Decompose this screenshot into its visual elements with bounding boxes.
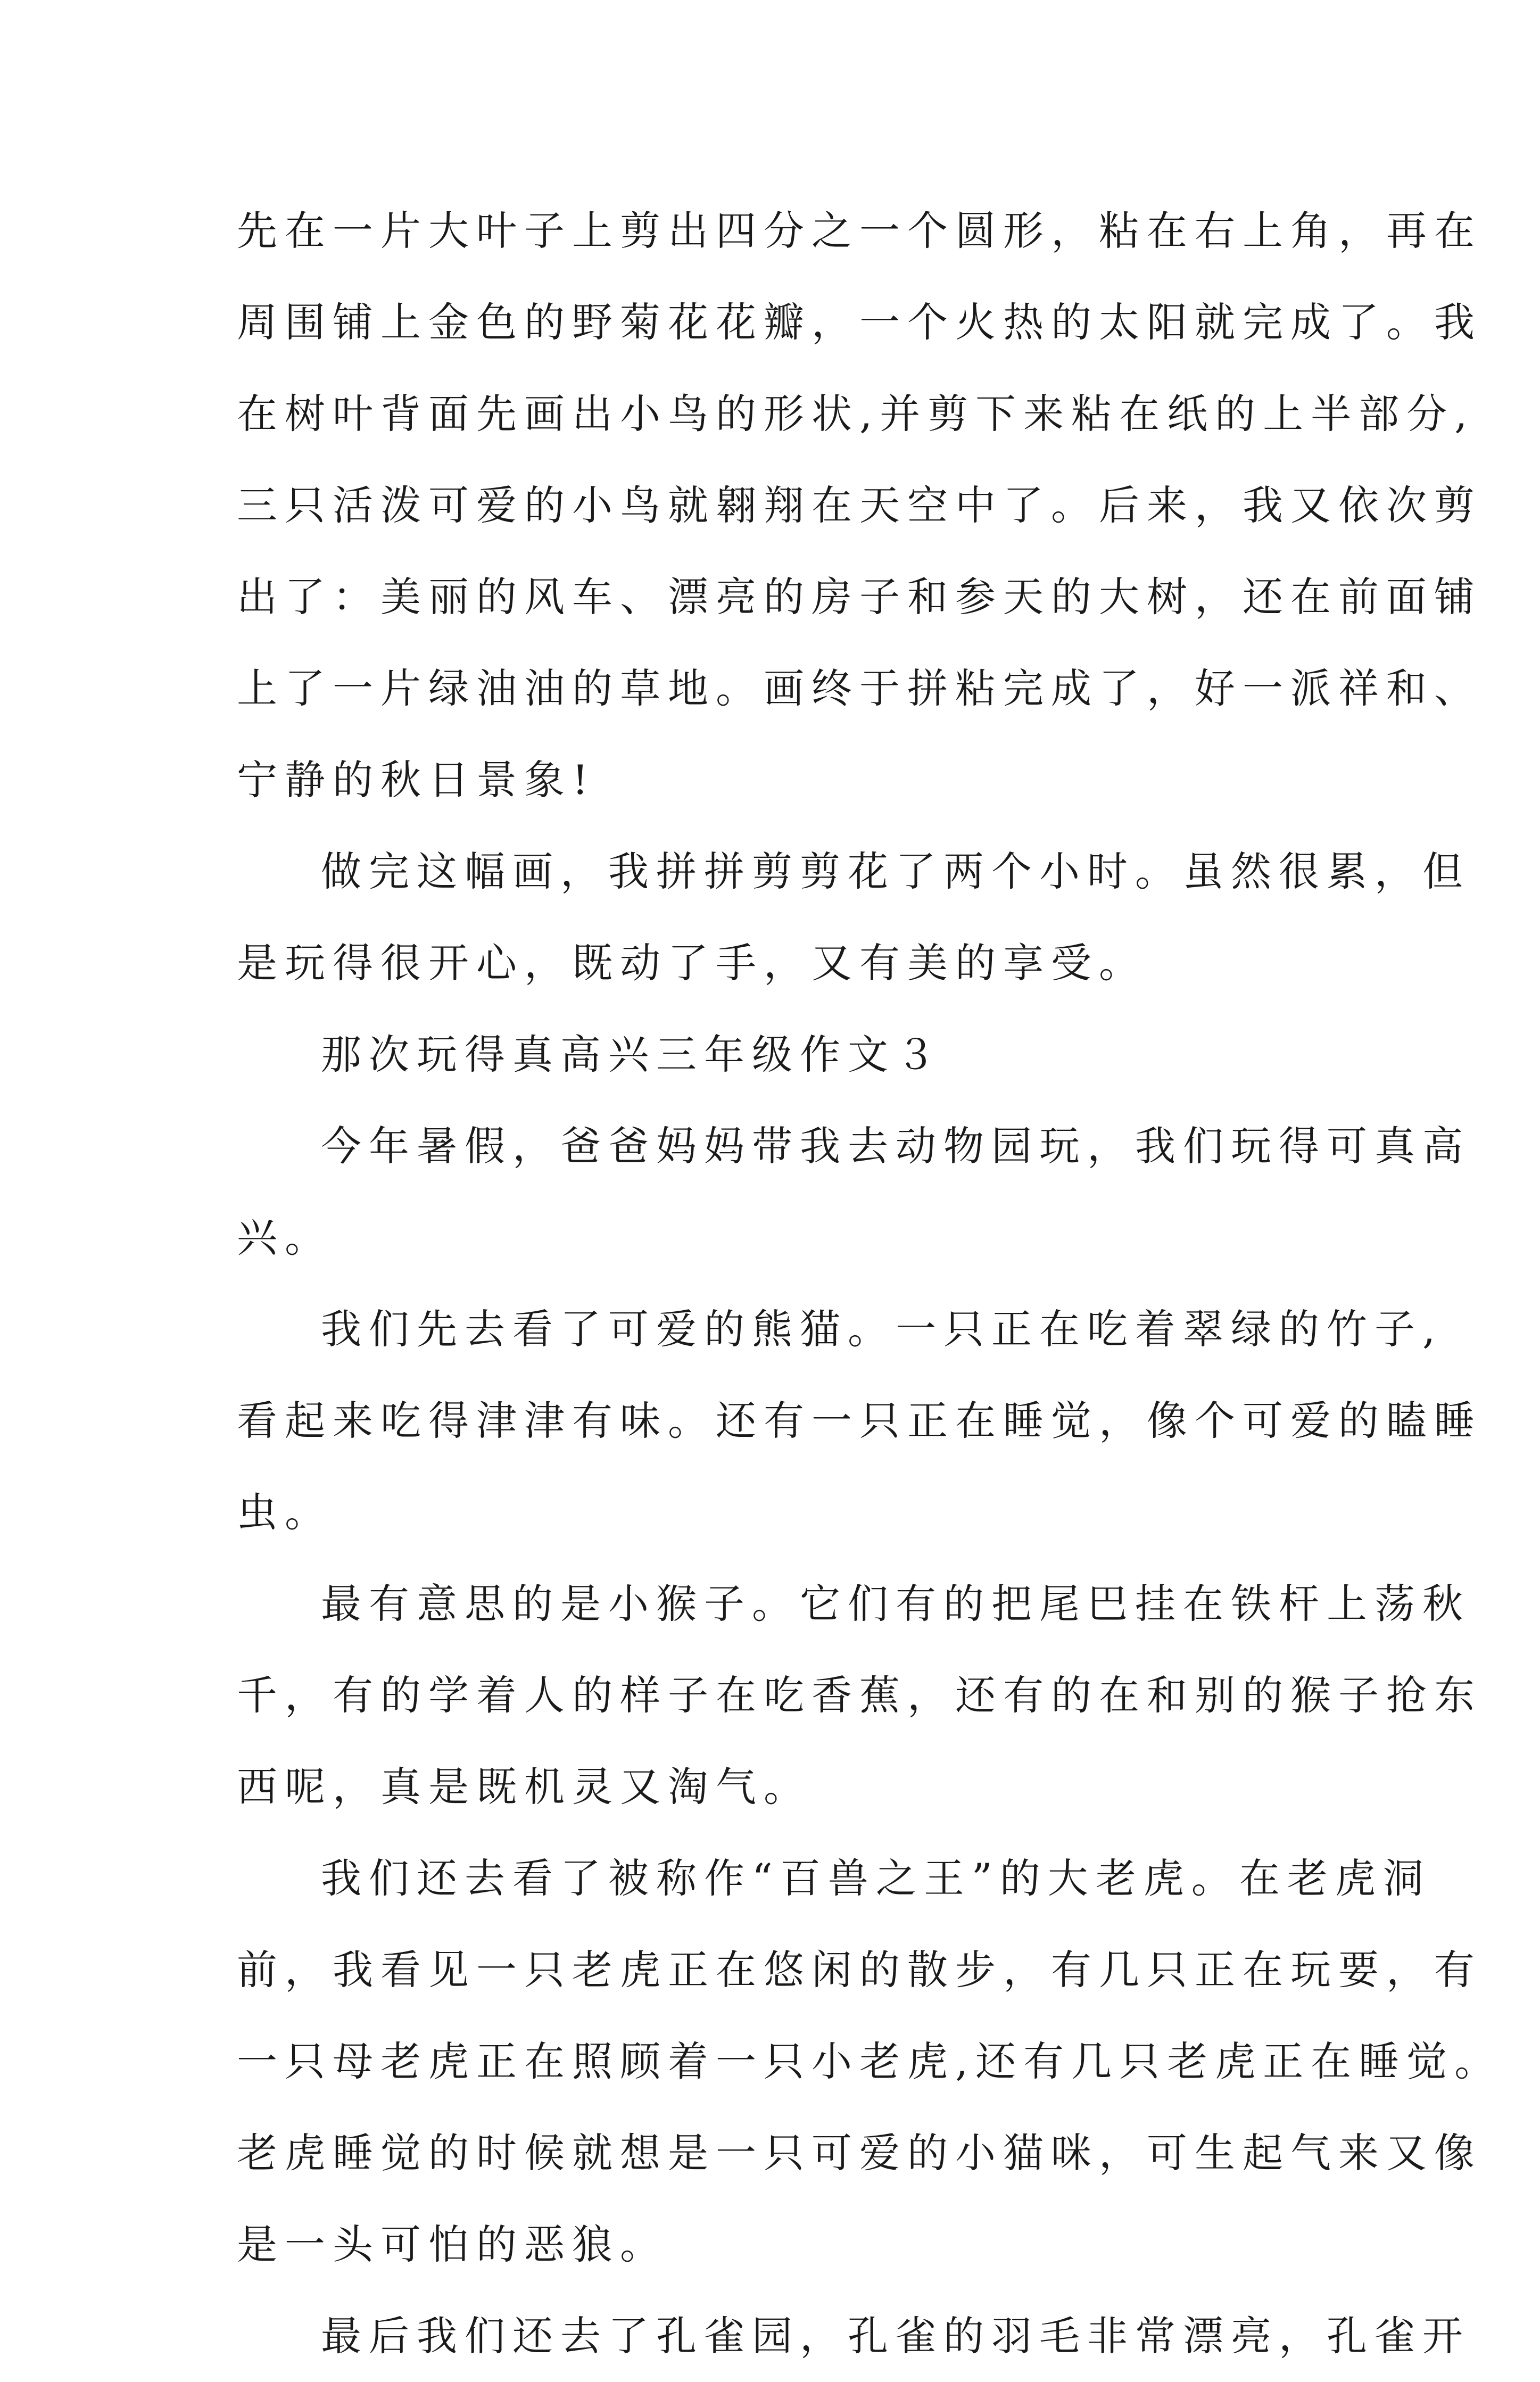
text-line: 上了一片绿油油的草地。画终于拼粘完成了，好一派祥和、: [237, 665, 1482, 712]
text-line: 先在一片大叶子上剪出四分之一个圆形，粘在右上角，再在: [237, 207, 1482, 254]
text-line: 宁静的秋日景象!: [237, 756, 596, 804]
text-line: 是玩得很开心，既动了手，又有美的享受。: [237, 939, 1147, 987]
paragraph-start-line: 今年暑假，爸爸妈妈带我去动物园玩，我们玩得可真高: [321, 1122, 1470, 1170]
text-line: 看起来吃得津津有味。还有一只正在睡觉，像个可爱的瞌睡: [237, 1397, 1482, 1444]
text-line: 一只母老虎正在照顾着一只小老虎,还有几只老虎正在睡觉。: [237, 2038, 1503, 2085]
text-line: 千，有的学着人的样子在吃香蕉，还有的在和别的猴子抢东: [237, 1672, 1482, 1719]
text-line: 虫。: [237, 1488, 333, 1536]
paragraph-start-line: 我们还去看了被称作“百兽之王”的大老虎。在老虎洞: [321, 1855, 1431, 1902]
text-line: 兴。: [237, 1214, 333, 1261]
paragraph-start-line: 最有意思的是小猴子。它们有的把尾巴挂在铁杆上荡秋: [321, 1580, 1470, 1627]
body-text: [237, 185, 1503, 2382]
text-line: 是一头可怕的恶狼。: [237, 2221, 668, 2268]
paragraph-start-line: 我们先去看了可爱的熊猫。一只正在吃着翠绿的竹子,: [321, 1305, 1443, 1353]
section-heading: 那次玩得真高兴三年级作文３: [321, 1031, 943, 1078]
text-line: 前，我看见一只老虎正在悠闲的散步，有几只正在玩要，有: [237, 1946, 1482, 1994]
text-line: 在树叶背面先画出小鸟的形状,并剪下来粘在纸的上半部分,: [237, 390, 1475, 437]
text-line: 三只活泼可爱的小鸟就翱翔在天空中了。后来，我又依次剪: [237, 482, 1482, 529]
paragraph-start-line: 最后我们还去了孔雀园，孔雀的羽毛非常漂亮，孔雀开: [321, 2312, 1470, 2360]
text-line: 西呢，真是既机灵又淘气。: [237, 1763, 812, 1810]
paragraph-start-line: 做完这幅画，我拼拼剪剪花了两个小时。虽然很累，但: [321, 848, 1470, 895]
text-line: 老虎睡觉的时候就想是一只可爱的小猫咪，可生起气来又像: [237, 2129, 1482, 2177]
text-line: 周围铺上金色的野菊花花瓣，一个火热的太阳就完成了。我: [237, 299, 1482, 346]
text-line: 出了：美丽的风车、漂亮的房子和参天的大树，还在前面铺: [237, 573, 1482, 621]
